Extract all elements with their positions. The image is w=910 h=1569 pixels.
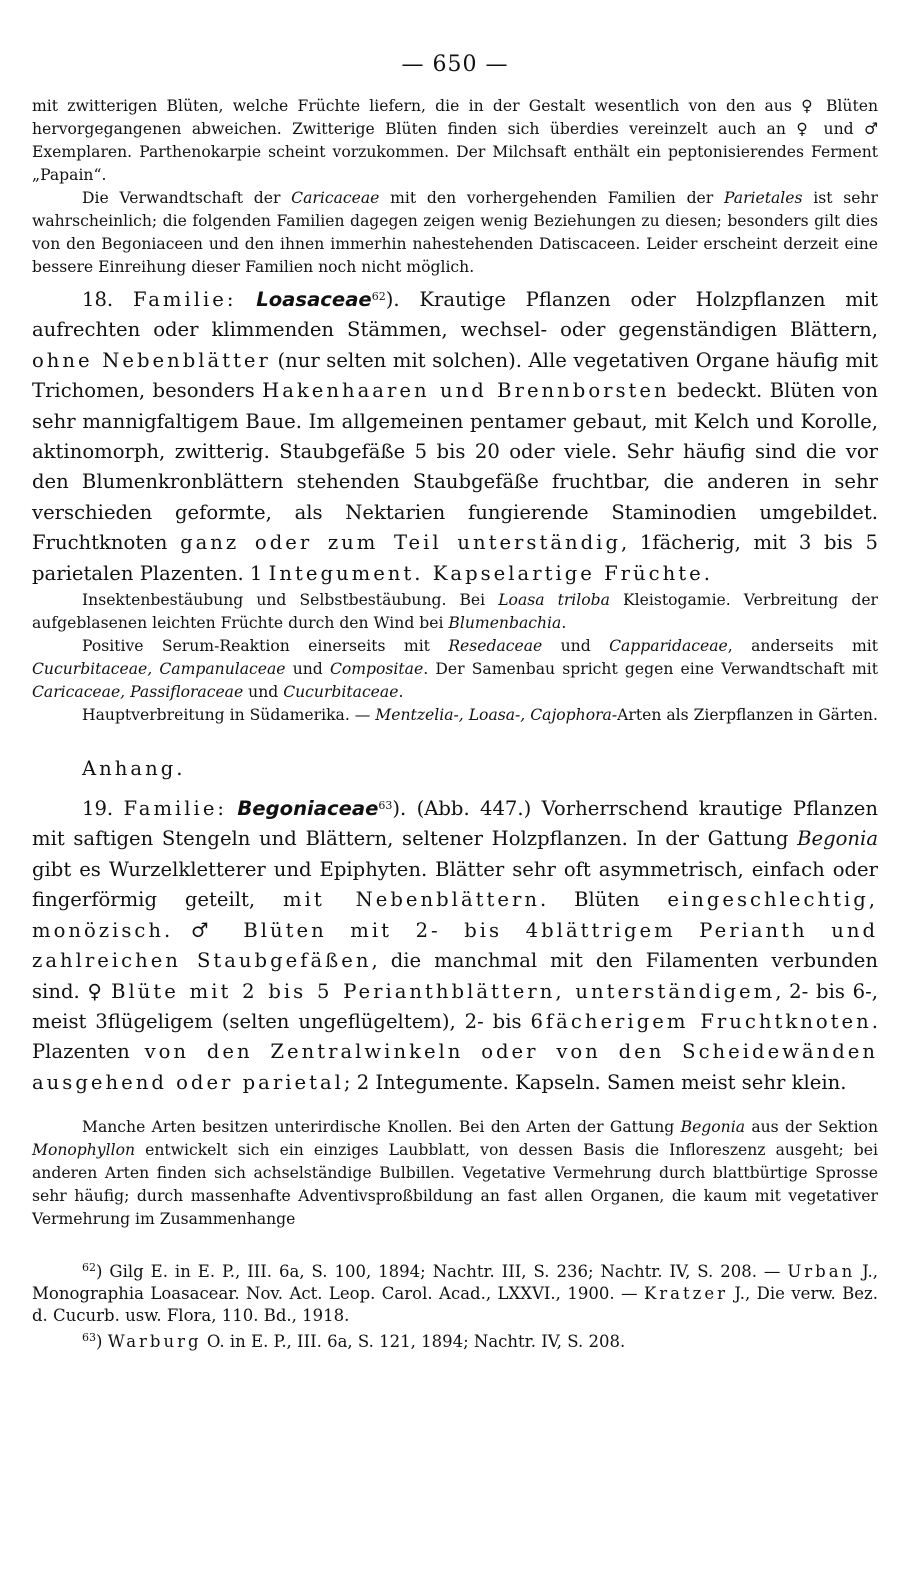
loasaceae-distribution-note: Hauptverbreitung in Südamerika. — Mentzelia-, Loasa-, Cajophora-Arten als Zierpflanzen in Gärten. — [82, 706, 878, 725]
relationship-paragraph: Die Verwandtschaft der Caricaceae mit den vorhergehenden Familien der Parietales ist sehr wahrscheinlich; die folgenden Familien dagegen zeigen wenig Beziehungen zu diesen; besonders gilt dies von den Begoniaceen und den ihnen immerhin nahestehenden Datiscaceen. Leider erscheint derzeit eine bessere Einreihung dieser Familien noch nicht möglich. — [32, 189, 878, 276]
footnote-ref-62: 62 — [371, 290, 386, 303]
begoniaceae-description: 19. Familie: Begoniaceae$^{63}$). (Abb. 447.) Vorherrschend krautige Pflanzen mit saftigen Stengeln und Blättern, seltener Holzpflanzen. In der Gattung Begonia gibt es Wurzelkletterer und Epiphyten. Blätter sehr oft asymmetrisch, einfach oder fingerförmig geteilt, mit Nebenblättern. Blüten eingeschlechtig, monözisch. ♂ Blüten mit 2- bis 4blättrigem Perianth und zahlreichen Staubgefäßen, die manchmal mit den Filamenten verbunden sind. ♀ Blüte mit 2 bis 5 Perianthblättern, unterständigem, 2- bis 6-, meist 3flügeligem (selten ungeflügeltem), 2- bis 6fächerigem Fruchtknoten. Plazenten von den Zentralwinkeln oder von den Scheidewänden ausgehend oder parietal; 2 Integumente. Kapseln. Samen meist sehr klein. — [32, 797, 879, 1094]
family-name-begoniaceae: Begoniaceae — [237, 797, 379, 821]
family-name-loasaceae: Loasaceae — [256, 288, 372, 311]
begoniaceae-note: Manche Arten besitzen unterirdische Knollen. Bei den Arten der Gattung Begonia aus der Sektion Monophyllon entwickelt sich ein einziges Laubblatt, von dessen Basis die Infloreszenz ausgeht; bei anderen Arten finden sich achselständige Bulbillen. Vegetative Vermehrung durch blattbürtige Sprosse sehr häufig; durch massenhafte Adventivsproßbildung an fast allen Organen, die kaum mit vegetativer Vermehrung im Zusammenhange — [32, 1118, 878, 1229]
page-number: — 650 — — [401, 52, 509, 77]
footnotes — [32, 1261, 878, 1353]
footnote-63: $^{63}$) Warburg O. in E. P., III. 6a, S. 121, 1894; Nachtr. IV, S. 208. — [82, 1331, 626, 1352]
intro-paragraph: mit zwitterigen Blüten, welche Früchte liefern, die in der Gestalt wesentlich von den aus ♀ Blüten hervorgegangenen abweichen. Zwitterige Blüten finden sich überdies vereinzelt auch an ♀ und ♂ Exemplaren. Parthenokarpie scheint vorzukommen. Der Milchsaft enthält ein peptonisierendes Ferment „Papain“. — [32, 97, 878, 184]
loasaceae-description: 18. Familie: Loasaceae$^{62}$). Krautige Pflanzen oder Holzpflanzen mit aufrechten oder klimmenden Stämmen, wechsel- oder gegenständigen Blättern, ohne Nebenblätter (nur selten mit solchen). Alle vegetativen Organe häufig mit Trichomen, besonders Hakenhaaren und Brennborsten bedeckt. Blüten von sehr mannigfaltigem Baue. Im allgemeinen pentamer gebaut, mit Kelch und Korolle, aktinomorph, zwitterig. Staubgefäße 5 bis 20 oder viele. Sehr häufig sind die vor den Blumenkronblättern stehenden Staubgefäße fruchtbar, die anderen in sehr verschieden geformte, als Nektarien fungierende Staminodien umgebildet. Fruchtknoten ganz oder zum Teil unterständig, 1fächerig, mit 3 bis 5 parietalen Plazenten. 1 Integument. Kapselartige Früchte. — [32, 288, 878, 585]
footnote-62: $^{62}$) Gilg E. in E. P., III. 6a, S. 100, 1894; Nachtr. III, S. 236; Nachtr. IV, S. 208. — Urban J., Monographia Loasacear. Nov. Act. Leop. Carol. Acad., LXXVI., 1900. — Kratzer J., Die verw. Bez. d. Cucurb. usw. Flora, 110. Bd., 1918. — [32, 1261, 878, 1326]
appendix-heading: Anhang. — [82, 757, 186, 781]
loasaceae-pollination-note: Insektenbestäubung und Selbstbestäubung. Bei Loasa triloba Kleistogamie. Verbreitung der aufgeblasenen leichten Früchte durch den Wind bei Blumenbachia. — [32, 591, 878, 633]
loasaceae-serum-note: Positive Serum-Reaktion einerseits mit Resedaceae und Capparidaceae, anderseits mit Cucurbitaceae, Campanulaceae und Compositae. Der Samenbau spricht gegen eine Verwandtschaft mit Caricaceae, Passifloraceae und Cucurbitaceae. — [32, 637, 878, 702]
footnote-ref-63: 63 — [378, 799, 393, 813]
